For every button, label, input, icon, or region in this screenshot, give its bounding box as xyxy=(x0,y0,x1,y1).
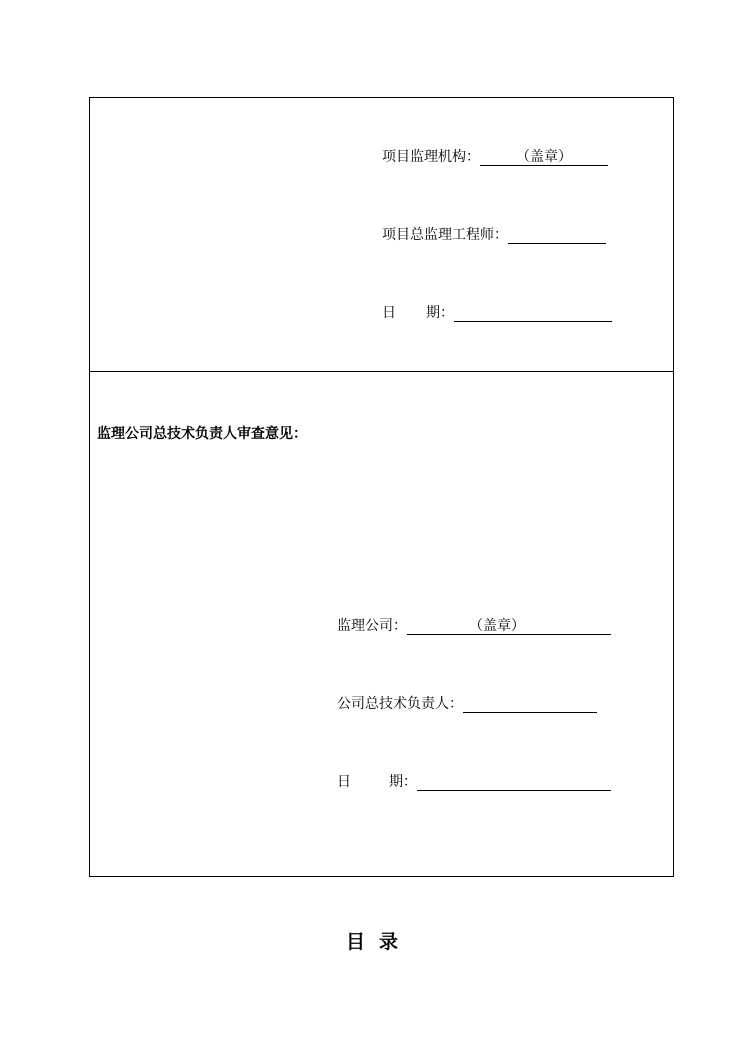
section-divider xyxy=(90,371,673,372)
supervision-org-label: 项目监理机构： xyxy=(382,149,480,165)
lower-date-field xyxy=(417,774,611,791)
upper-date-label-day: 日 xyxy=(382,305,396,321)
upper-date-line xyxy=(382,304,612,322)
supervision-org-line xyxy=(382,148,608,166)
company-seal: （盖章） xyxy=(469,618,525,634)
upper-date-field xyxy=(454,305,612,322)
company-label: 监理公司： xyxy=(337,618,407,634)
chief-engineer-label: 项目总监理工程师： xyxy=(382,227,508,243)
upper-date-label-period: 期： xyxy=(426,305,454,321)
lower-date-label-period: 期： xyxy=(389,774,417,790)
tech-lead-label: 公司总技术负责人： xyxy=(337,696,463,712)
approval-form-table xyxy=(89,97,674,877)
tech-lead-field xyxy=(463,696,597,713)
tech-lead-line xyxy=(337,695,597,713)
lower-date-label-day: 日 xyxy=(337,774,351,790)
lower-date-line xyxy=(337,773,611,791)
review-opinion-heading: 监理公司总技术负责人审查意见： xyxy=(97,426,307,442)
company-field xyxy=(407,618,611,635)
toc-title: 目录 xyxy=(345,931,412,953)
chief-engineer-line xyxy=(382,226,606,244)
company-line xyxy=(337,617,611,635)
supervision-org-field xyxy=(480,149,608,166)
chief-engineer-field xyxy=(508,227,606,244)
supervision-org-seal: （盖章） xyxy=(516,149,572,165)
